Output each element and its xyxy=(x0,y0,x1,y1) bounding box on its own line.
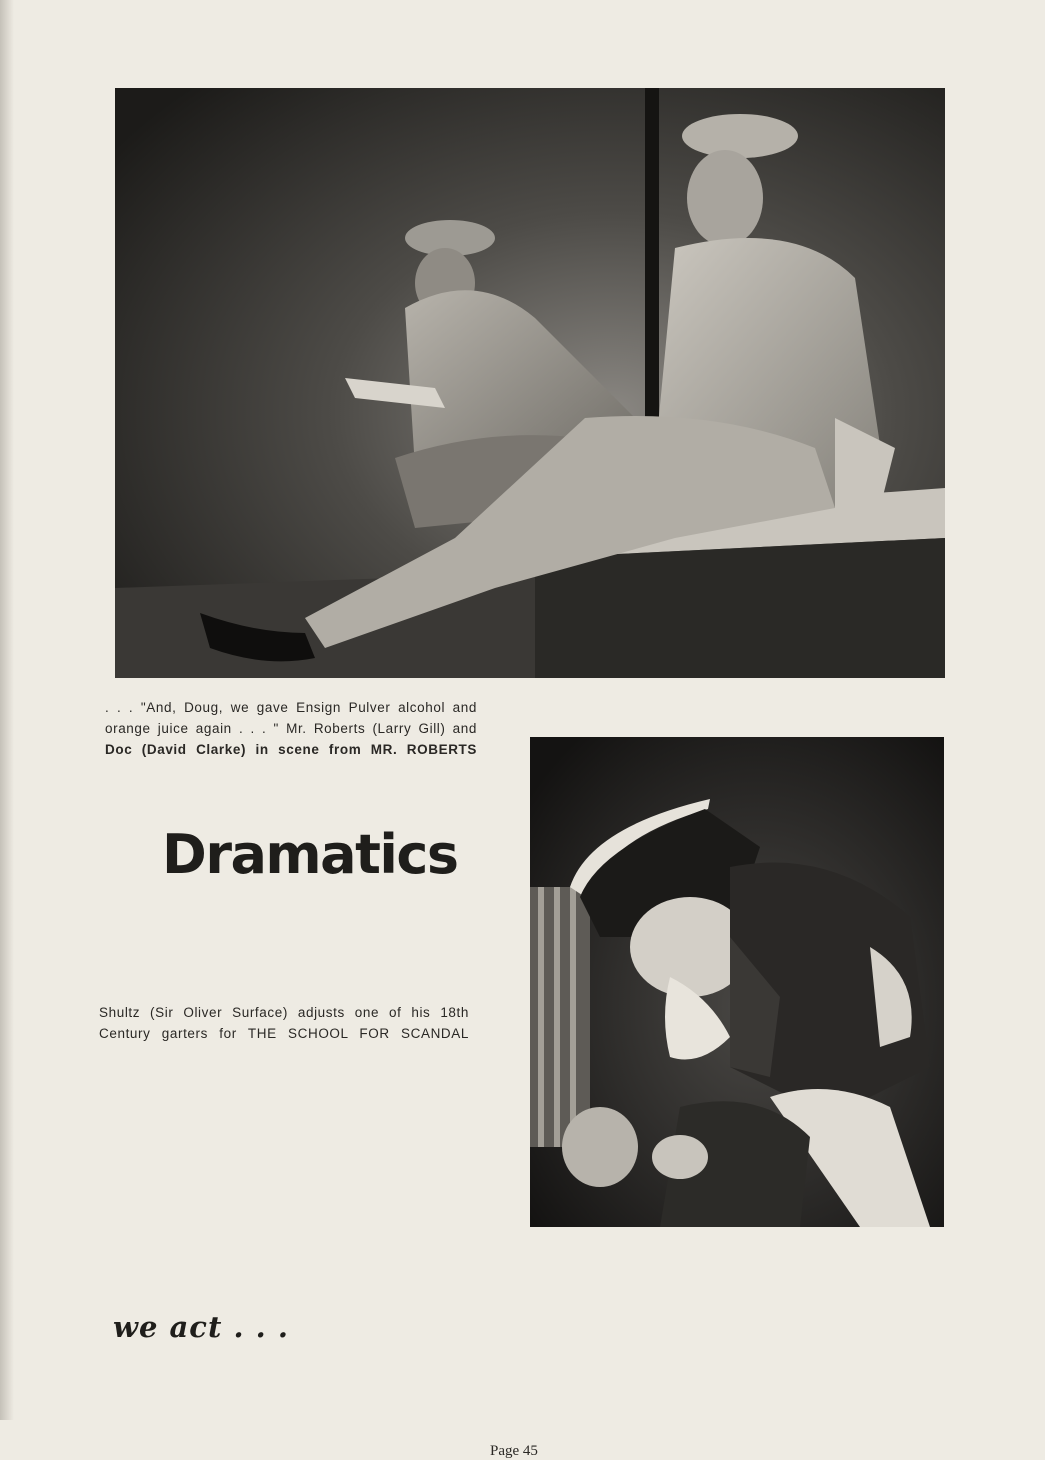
photo-school-for-scandal-scene xyxy=(530,737,944,1227)
caption-school-for-scandal xyxy=(99,1002,469,1044)
caption-line: Doc (David Clarke) in scene from MR. ROBERTS xyxy=(105,742,477,757)
caption-mr-roberts xyxy=(105,697,477,760)
striped-sleeve xyxy=(530,887,590,1147)
photo-mr-roberts-image xyxy=(115,88,945,678)
photo-mr-roberts-scene xyxy=(115,88,945,678)
caption-line: Shultz (Sir Oliver Surface) adjusts one of his 18th xyxy=(99,1005,469,1020)
tagline: we act . . . xyxy=(113,1310,289,1344)
caption-line: orange juice again . . . " Mr. Roberts (Larry Gill) and xyxy=(105,721,477,736)
caption-line: Century garters for THE SCHOOL FOR SCANDAL xyxy=(99,1026,469,1041)
photo-school-for-scandal-image xyxy=(530,737,944,1227)
page-binding-shadow xyxy=(0,0,14,1420)
section-heading: Dramatics xyxy=(162,823,458,886)
caption-line: . . . "And, Doug, we gave Ensign Pulver alcohol and xyxy=(105,700,477,715)
page-number: Page 45 xyxy=(490,1443,538,1459)
